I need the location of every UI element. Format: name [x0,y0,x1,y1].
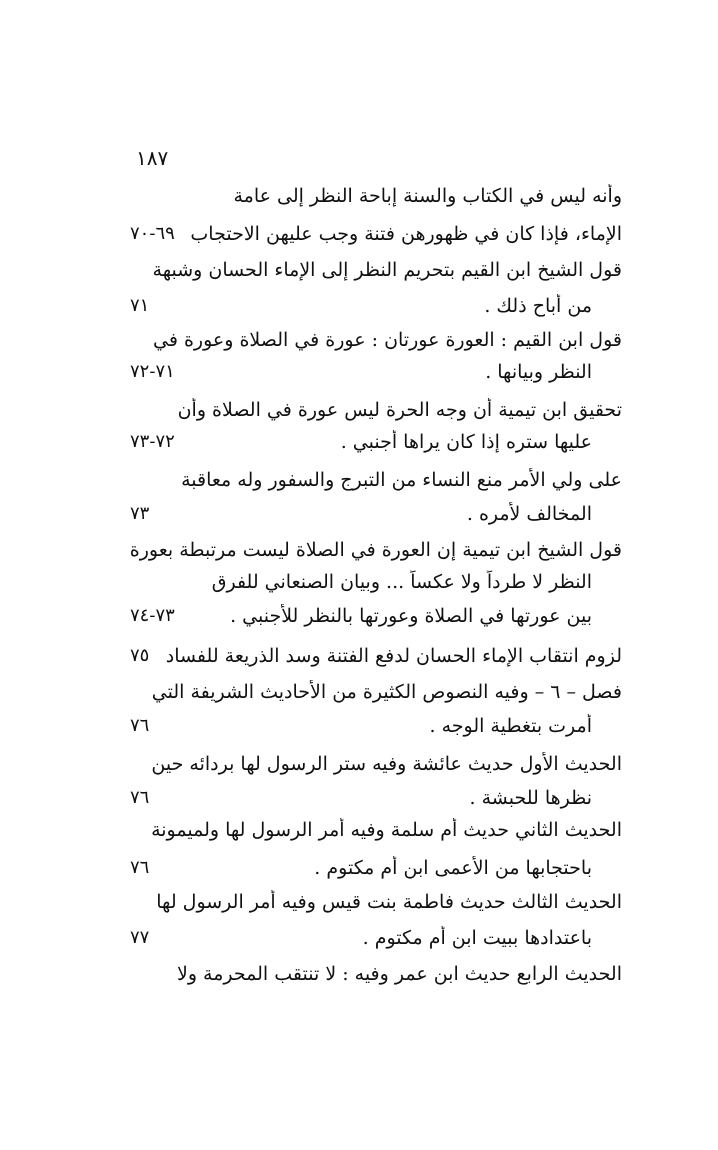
toc-entry-text: قول ابن القيم : العورة عورتان : عورة في الصلاة وعورة في [153,329,622,351]
toc-entry-text: قول الشيخ ابن القيم بتحريم النظر إلى الإماء الحسان وشبهة [152,259,622,281]
toc-entry-text: لزوم انتقاب الإماء الحسان لدفع الفتنة وسد الذريعة للفساد [165,645,622,667]
toc-page-ref: ٧٥ [130,645,150,666]
toc-page-ref: ٧٣-٧٤ [130,605,175,626]
toc-entry-text: باعتدادها ببيت ابن أم مكتوم . [362,927,592,949]
toc-page-ref: ٧١ [130,295,150,316]
toc-page-ref: ٧٧ [130,927,150,948]
toc-entry-text: النظر لا طرداً ولا عكساً ... وبيان الصنعاني للفرق [211,571,592,593]
toc-entry-text: الحديث الثالث حديث فاطمة بنت قيس وفيه أمر الرسول لها [156,891,622,913]
toc-entry-text: نظرها للحبشة . [469,787,592,809]
toc-page-ref: ٧٦ [130,787,150,808]
toc-entry-text: الحديث الأول حديث عائشة وفيه ستر الرسول لها بردائه حين [151,753,622,775]
toc-entry-text: فصل – ٦ – وفيه النصوص الكثيرة من الأحاديث الشريفة التي [151,681,622,703]
toc-page-ref: ٧٢-٧٣ [130,431,175,452]
toc-page-ref: ٦٩-٧٠ [130,223,175,244]
toc-entry-text: أمرت بتغطية الوجه . [429,715,592,737]
toc-entry-text: قول الشيخ ابن تيمية إن العورة في الصلاة ليست مرتبطة بعورة [129,539,622,561]
toc-page-ref: ٧١-٧٢ [130,361,175,382]
toc-entry-text: المخالف لأمره . [466,503,592,525]
toc-entry-text: على ولي الأمر منع النساء من التبرج والسفور وله معاقبة [181,469,622,491]
toc-page-ref: ٧٣ [130,503,150,524]
toc-entry-text: باحتجابها من الأعمى ابن أم مكتوم . [314,857,592,879]
toc-entry-text: وأنه ليس في الكتاب والسنة إباحة النظر إلى عامة [233,185,622,207]
toc-entry-text: الحديث الرابع حديث ابن عمر وفيه : لا تنتقب المحرمة ولا [177,963,622,985]
toc-page-ref: ٧٦ [130,857,150,878]
toc-entry-text: بين عورتها في الصلاة وعورتها بالنظر للأجنبي . [230,605,592,627]
toc-entry-text: الإماء، فإذا كان في ظهورهن فتنة وجب عليهن الاحتجاب [190,223,622,245]
toc-entry-text: عليها ستره إذا كان يراها أجنبي . [340,431,592,453]
toc-entry-text: النظر وبيانها . [485,361,592,383]
toc-entry-text: تحقيق ابن تيمية أن وجه الحرة ليس عورة في الصلاة وأن [177,399,622,421]
toc-entry-text: الحديث الثاني حديث أم سلمة وفيه أمر الرسول لها ولميمونة [151,819,622,841]
page-number: ١٨٧ [136,146,169,170]
toc-page-ref: ٧٦ [130,715,150,736]
toc-entry-text: من أباح ذلك . [484,295,592,317]
